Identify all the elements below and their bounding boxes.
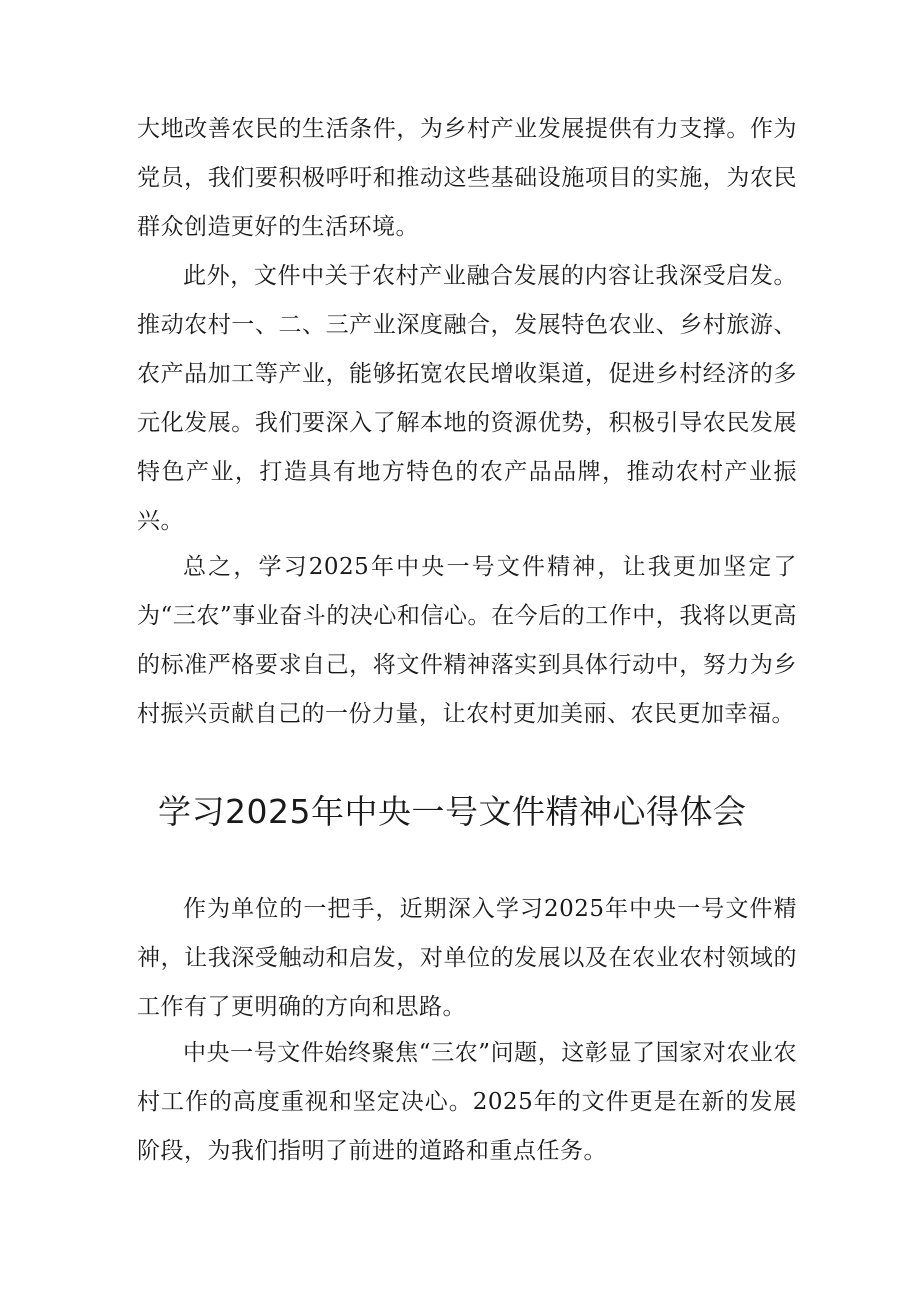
paragraph-continuation: 大地改善农民的生活条件，为乡村产业发展提供有力支撑。作为党员，我们要积极呼吁和推动这些基础设施项目的实施，为农民群众创造更好的生活环境。: [137, 116, 797, 240]
paragraph-industry-integration: 此外，文件中关于农村产业融合发展的内容让我深受启发。推动农村一、二、三产业深度融合，发展特色农业、乡村旅游、农产品加工等产业，能够拓宽农民增收渠道，促进乡村经济的多元化发展。我们要深入了解本地的资源优势，积极引导农民发展特色产业，打造具有地方特色的农产品品牌，推动农村产业振兴。: [137, 263, 797, 534]
paragraph-focus: 中央一号文件始终聚焦“三农”问题，这彰显了国家对农业农村工作的高度重视和坚定决心。2025年的文件更是在新的发展阶段，为我们指明了前进的道路和重点任务。: [137, 1040, 797, 1164]
paragraph-intro: 作为单位的一把手，近期深入学习2025年中央一号文件精神，让我深受触动和启发，对单位的发展以及在农业农村领域的工作有了更明确的方向和思路。: [137, 896, 797, 1020]
document-title: 学习2025年中央一号文件精神心得体会: [158, 792, 747, 831]
paragraph-conclusion: 总之，学习2025年中央一号文件精神，让我更加坚定了为“三农”事业奋斗的决心和信心。在今后的工作中，我将以更高的标准严格要求自己，将文件精神落实到具体行动中，努力为乡村振兴贡献自己的一份力量，让农村更加美丽、农民更加幸福。: [137, 554, 797, 727]
